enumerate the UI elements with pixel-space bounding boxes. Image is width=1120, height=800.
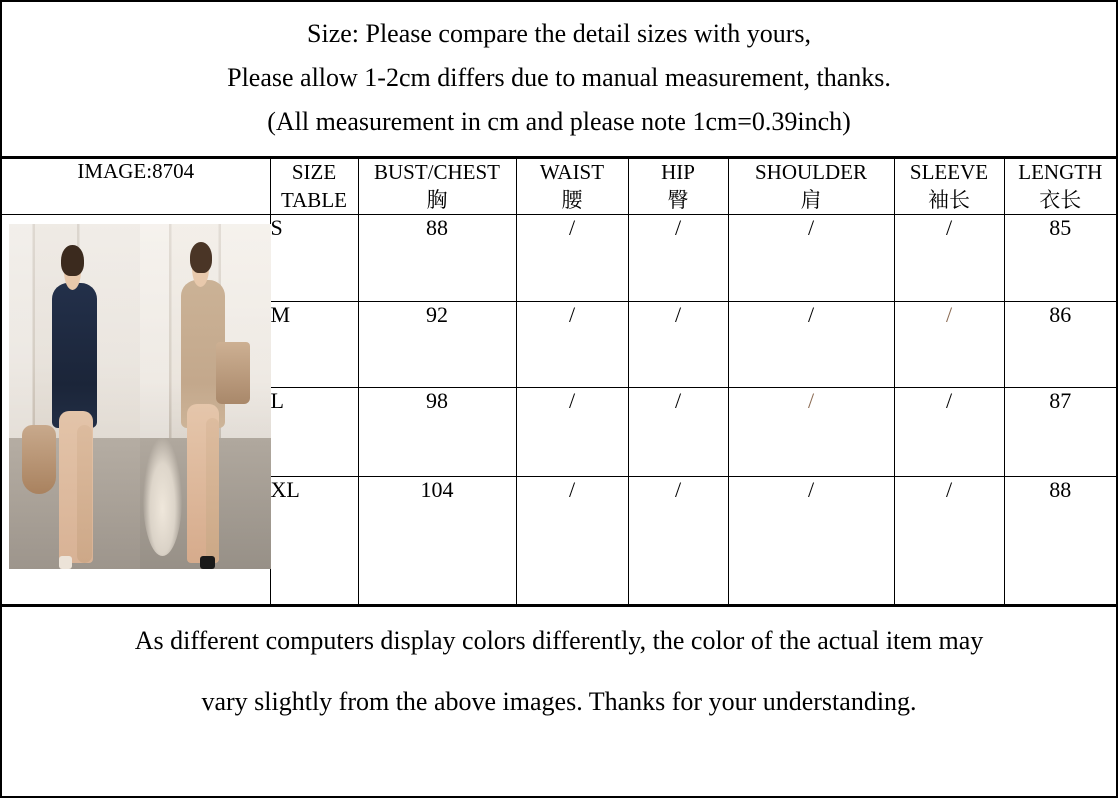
cell-size: M bbox=[270, 302, 358, 388]
cell-size: L bbox=[270, 388, 358, 477]
column-header-waist bbox=[516, 159, 628, 215]
column-header-size-sub: TABLE bbox=[281, 187, 347, 212]
cell-hip: / bbox=[628, 302, 728, 388]
column-header-bust-main: BUST/CHEST bbox=[373, 160, 501, 184]
column-header-sleeve-sub: 袖长 bbox=[928, 187, 970, 212]
column-header-hip-main: HIP bbox=[661, 160, 695, 184]
cell-bust: 92 bbox=[358, 302, 516, 388]
cell-size: S bbox=[270, 215, 358, 302]
column-header-length-sub: 衣长 bbox=[1039, 187, 1082, 212]
cell-waist: / bbox=[516, 302, 628, 388]
column-header-bust bbox=[358, 159, 516, 215]
cell-sleeve: / bbox=[894, 215, 1004, 302]
cell-waist: / bbox=[516, 477, 628, 605]
navy-dress bbox=[52, 283, 97, 428]
handbag bbox=[216, 342, 250, 404]
column-header-hip-sub: 臀 bbox=[667, 187, 689, 212]
cell-sleeve: / bbox=[894, 388, 1004, 477]
cell-shoulder: / bbox=[728, 302, 894, 388]
table-row bbox=[2, 215, 1116, 302]
column-header-shoulder-main: SHOULDER bbox=[754, 160, 867, 184]
cell-length: 85 bbox=[1004, 215, 1116, 302]
handbag bbox=[22, 425, 56, 494]
size-table-body bbox=[2, 215, 1116, 605]
model-hair bbox=[190, 242, 212, 273]
column-header-sleeve bbox=[894, 159, 1004, 215]
cell-hip: / bbox=[628, 388, 728, 477]
image-code-label: IMAGE:8704 bbox=[2, 159, 270, 215]
column-header-shoulder-sub: 肩 bbox=[800, 187, 822, 212]
header-note-line-2: Please allow 1-2cm differs due to manual measurement, thanks. bbox=[227, 63, 891, 92]
product-photos bbox=[9, 224, 271, 569]
column-header-bust-sub: 胸 bbox=[426, 187, 448, 212]
table-header-row bbox=[2, 159, 1116, 215]
column-header-hip bbox=[628, 159, 728, 215]
cell-shoulder: / bbox=[728, 388, 894, 477]
cell-hip: / bbox=[628, 477, 728, 605]
column-header-size bbox=[270, 159, 358, 215]
size-table-head bbox=[2, 159, 1116, 215]
header-note-line-3: (All measurement in cm and please note 1cm=0.39inch) bbox=[267, 107, 851, 136]
cell-waist: / bbox=[516, 388, 628, 477]
model-shoe bbox=[59, 556, 72, 570]
header-note-line-1: Size: Please compare the detail sizes with yours, bbox=[307, 19, 811, 48]
cell-length: 88 bbox=[1004, 477, 1116, 605]
cell-bust: 104 bbox=[358, 477, 516, 605]
footer-disclaimer bbox=[2, 605, 1116, 796]
cell-shoulder: / bbox=[728, 215, 894, 302]
cell-sleeve: / bbox=[894, 477, 1004, 605]
model-hair bbox=[61, 245, 83, 276]
model-leg-second bbox=[77, 425, 91, 563]
column-header-shoulder bbox=[728, 159, 894, 215]
column-header-waist-sub: 腰 bbox=[561, 187, 583, 212]
cell-bust: 98 bbox=[358, 388, 516, 477]
column-header-waist-main: WAIST bbox=[539, 160, 605, 184]
pampas-decor bbox=[143, 438, 182, 555]
column-header-length-main: LENGTH bbox=[1018, 160, 1103, 184]
column-header-length bbox=[1004, 159, 1116, 215]
product-image-cell bbox=[2, 215, 270, 605]
cell-bust: 88 bbox=[358, 215, 516, 302]
model-leg-second bbox=[206, 418, 219, 563]
model-navy-dress-photo bbox=[9, 224, 140, 569]
footer-note-line-2: vary slightly from the above images. Thanks for your understanding. bbox=[201, 687, 917, 717]
cell-waist: / bbox=[516, 215, 628, 302]
footer-note-line-1: As different computers display colors differently, the color of the actual item may bbox=[134, 626, 984, 656]
header-notes bbox=[2, 2, 1116, 158]
cell-length: 86 bbox=[1004, 302, 1116, 388]
cell-length: 87 bbox=[1004, 388, 1116, 477]
cell-sleeve: / bbox=[894, 302, 1004, 388]
cell-size: XL bbox=[270, 477, 358, 605]
cell-hip: / bbox=[628, 215, 728, 302]
size-table bbox=[2, 158, 1116, 605]
cell-shoulder: / bbox=[728, 477, 894, 605]
column-header-size-main: SIZE bbox=[291, 160, 337, 184]
model-shoe bbox=[200, 556, 214, 570]
model-beige-dress-photo bbox=[140, 224, 271, 569]
column-header-sleeve-main: SLEEVE bbox=[909, 160, 989, 184]
